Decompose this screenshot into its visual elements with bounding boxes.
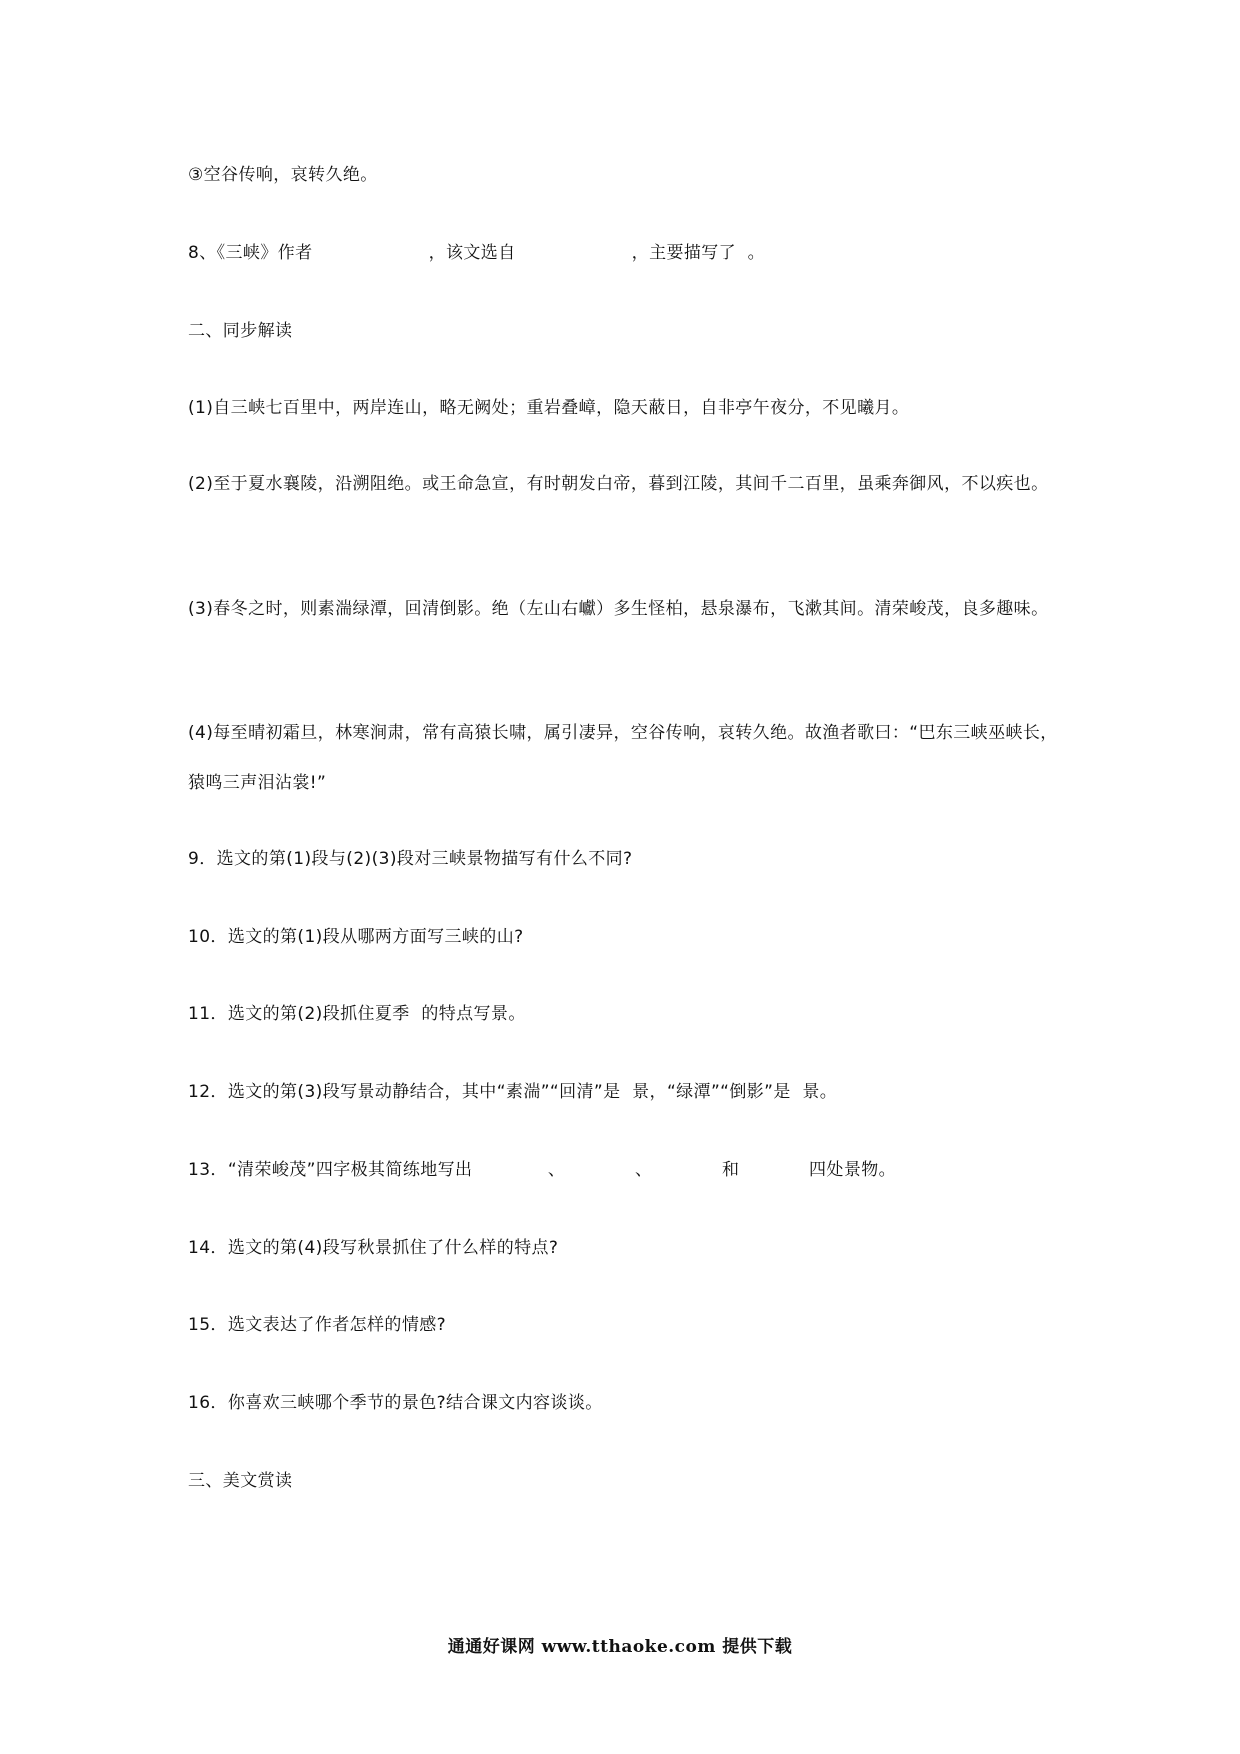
- question-9: 9．选文的第(1)段与(2)(3)段对三峡景物描写有什么不同?: [188, 849, 633, 869]
- passage-paragraph-4: (4)每至晴初霜旦，林寒涧肃，常有高猿长啸，属引凄异，空谷传响，哀转久绝。故渔者歌曰：“巴东三峡巫峡长，猿鸣三声泪沾裳!”: [188, 723, 1058, 793]
- question-8: 8、《三峡》作者 ，该文选自 ，主要描写了 。: [188, 243, 766, 263]
- passage-paragraph-3: (3)春冬之时，则素湍绿潭，回清倒影。绝（左山右巘）多生怪柏，悬泉瀑布，飞漱其间。清荣峻茂，良多趣味。: [188, 599, 1049, 619]
- section-heading-2: 二、同步解读: [188, 321, 293, 341]
- section-heading-3: 三、美文赏读: [188, 1471, 293, 1491]
- question-12: 12．选文的第(3)段写景动静结合，其中“素湍”“回清”是 景，“绿潭”“倒影”是 景。: [188, 1082, 838, 1102]
- question-16: 16．你喜欢三峡哪个季节的景色?结合课文内容谈谈。: [188, 1393, 603, 1413]
- question-13: 13．“清荣峻茂”四字极其简练地写出 、 、 和 四处景物。: [188, 1160, 897, 1180]
- passage-paragraph-2: (2)至于夏水襄陵，沿溯阻绝。或王命急宣，有时朝发白帝，暮到江陵，其间千二百里，虽乘奔御风，不以疾也。: [188, 474, 1049, 494]
- question-14: 14．选文的第(4)段写秋景抓住了什么样的特点?: [188, 1238, 559, 1258]
- question-11: 11．选文的第(2)段抓住夏季 的特点写景。: [188, 1004, 526, 1024]
- question-10: 10．选文的第(1)段从哪两方面写三峡的山?: [188, 927, 524, 947]
- page-footer: 通通好课网 www.tthaoke.com 提供下载: [447, 1637, 793, 1657]
- question-15: 15．选文表达了作者怎样的情感?: [188, 1315, 447, 1335]
- answer-line-3: ③空谷传响，哀转久绝。: [188, 165, 378, 185]
- passage-paragraph-1: (1)自三峡七百里中，两岸连山，略无阙处；重岩叠嶂，隐天蔽日，自非亭午夜分，不见曦月。: [188, 398, 910, 418]
